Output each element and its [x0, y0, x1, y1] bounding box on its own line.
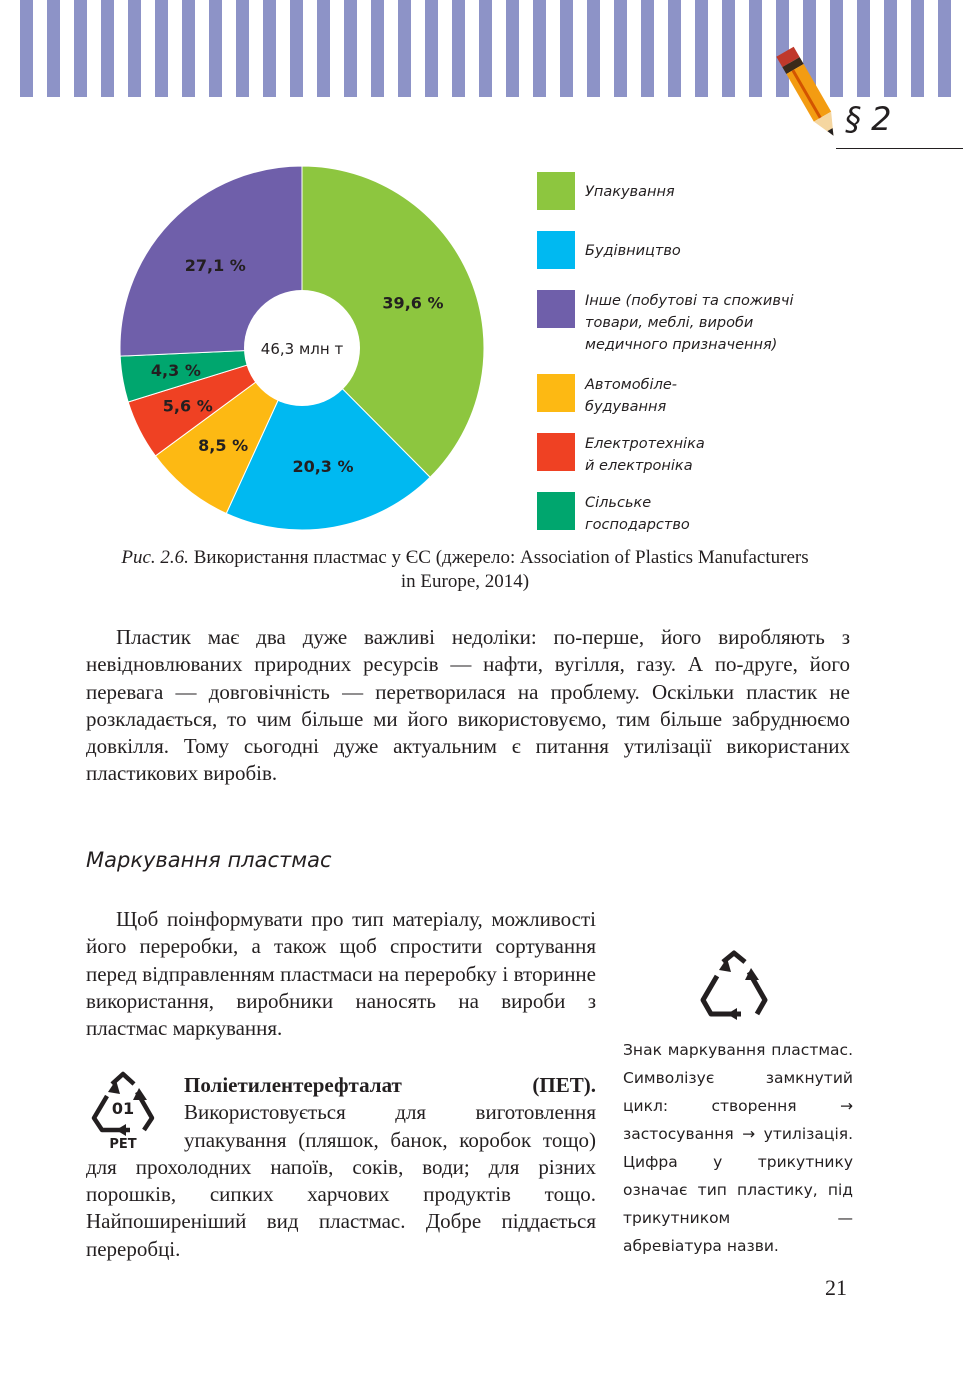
legend-label-line: Інше (побутові та споживчі	[585, 293, 794, 309]
pie-slice-label-5: 27,1 %	[184, 256, 246, 276]
recycle-sign-note: Знак маркування пластмас. Символізує замкнутий цикл: створення → застосування → утилізація. Цифра у трикутнику означає тип пластику, під трикутником — абревіатура назви.	[623, 1041, 853, 1255]
paragraph-pet	[86, 1072, 596, 1263]
legend-swatch	[537, 492, 575, 530]
legend-label-line: будування	[585, 399, 667, 415]
pie-chart	[100, 150, 520, 550]
pie-slice-label-4: 4,3 %	[150, 361, 201, 381]
legend-label-line: господарство	[585, 517, 690, 533]
paragraph-marking: Щоб поінформувати про тип матеріалу, можливості його переробки, а також щоб спростити сортування перед відправленням пластмаси на переробку і вторинне використання, виробники наносять на вироби з пластмас маркування.	[86, 907, 596, 1041]
legend-label	[585, 492, 885, 536]
legend-swatch	[537, 374, 575, 412]
legend-label-line: Автомобіле-	[585, 377, 677, 393]
pie-slice-label-1: 20,3 %	[292, 457, 354, 477]
legend-label	[585, 181, 885, 203]
legend-label-line: Сільське	[585, 495, 652, 511]
paragraph-plastic-drawbacks: Пластик має два дуже важливі недоліки: по-перше, його виробляють з невідновлюваних природних ресурсів — нафти, вугілля, газу. А по-друге, його перевага — довговічність — перетворилася на проблему. Оскільки пластик не розкладається, то чим більше ми його використовуємо, тим більше забруднюємо довкілля. Тому сьогодні дуже актуальним є питання утилізації використаних пластикових виробів.	[86, 625, 850, 786]
pet-abbreviation: PET	[109, 1137, 137, 1152]
pet-description: Використовується для виготовлення упакування (пляшок, банок, коробок тощо) для прохолодних напоїв, соків, води; для різних порошків, сипких харчових продуктів тощо. Найпоширеніший вид пластмас. Добре піддається переробці.	[86, 1100, 596, 1261]
figure-number: Рис. 2.6.	[121, 547, 189, 568]
legend-swatch	[537, 290, 575, 328]
section-underline	[836, 148, 963, 149]
legend-label	[585, 290, 885, 356]
page-number: 21	[825, 1275, 847, 1300]
recycle-icon	[695, 950, 773, 1022]
pet-number: 01	[111, 1099, 135, 1118]
legend-label-line: Електротехніка	[585, 436, 705, 452]
legend-label	[585, 433, 885, 477]
legend-label-line: Упакування	[585, 184, 675, 200]
legend-swatch	[537, 433, 575, 471]
figure-caption-text: Використання пластмас у ЄС (джерело: Association of Plastics Manufacturers in Europe, 2014)	[188, 547, 809, 592]
section-heading: Маркування пластмас	[86, 848, 332, 872]
legend-swatch	[537, 172, 575, 210]
legend-label	[585, 374, 885, 418]
pie-slice-label-2: 8,5 %	[198, 435, 249, 455]
legend-label	[585, 240, 885, 262]
pie-center-label: 46,3 млн т	[260, 340, 344, 358]
legend-label-line: Будівництво	[585, 243, 681, 259]
figure-caption	[120, 546, 810, 594]
pie-slice-label-0: 39,6 %	[382, 293, 444, 313]
pie-slice-label-3: 5,6 %	[162, 396, 213, 416]
pet-term: Поліетилентерефталат (ПЕТ).	[184, 1073, 596, 1097]
legend-swatch	[537, 231, 575, 269]
legend-label-line: й електроніка	[585, 458, 693, 474]
section-number: § 2	[845, 100, 892, 138]
legend-label-line: медичного призначення)	[585, 337, 778, 353]
legend-label-line: товари, меблі, вироби	[585, 315, 754, 331]
pencil-icon	[770, 40, 850, 150]
